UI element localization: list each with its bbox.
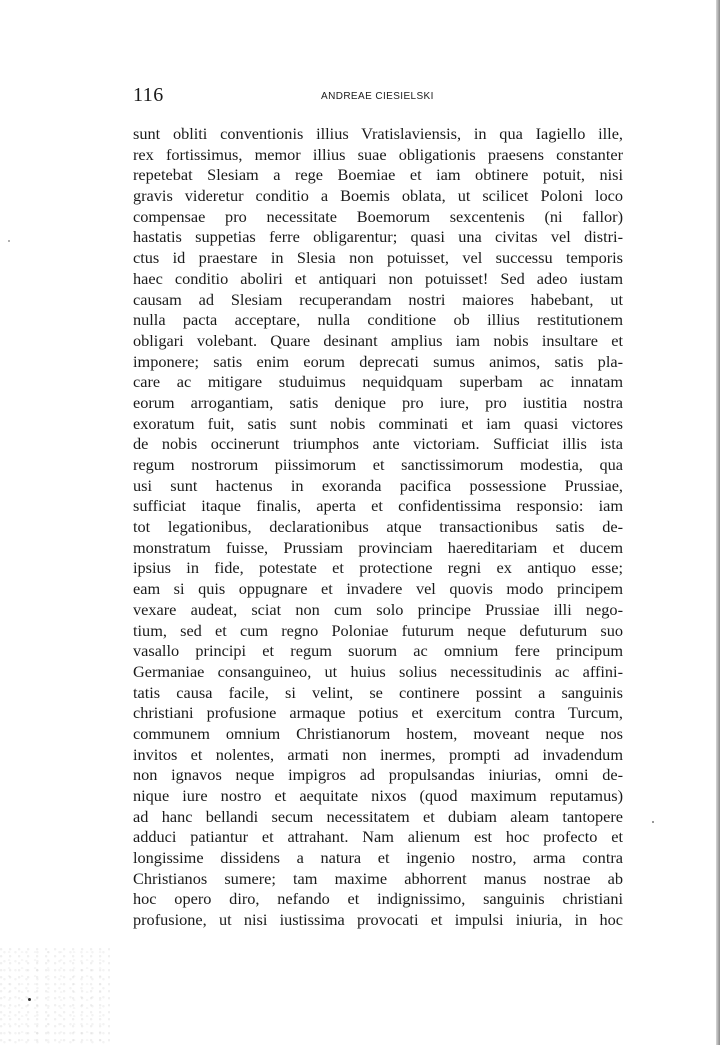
scan-noise bbox=[0, 945, 110, 1045]
text-line: Germaniae consanguineo, ut huius solius necessitudinis ac affini- bbox=[133, 661, 623, 681]
text-line: nique iure nostro et aequitate nixos (quod maximum reputamus) bbox=[133, 786, 623, 805]
text-line: sufficiat itaque finalis, aperta et confidentissima responsio: iam bbox=[133, 496, 623, 516]
text-line: de nobis occinerunt triumphos ante victoriam. Sufficiat illis ista bbox=[133, 434, 623, 454]
text-line: communem omnium Christianorum hostem, moveant neque nos bbox=[133, 723, 623, 743]
text-line: tatis causa facile, si velint, se continere possint a sanguinis bbox=[133, 682, 623, 702]
text-line: causam ad Slesiam recuperandam nostri maiores habebant, ut bbox=[133, 289, 623, 309]
text-line: ipsius in fide, potestate et protectione regni ex antiquo esse; bbox=[133, 558, 623, 578]
text-line: regum nostrorum piissimorum et sanctissimorum modestia, qua bbox=[133, 455, 623, 474]
text-line: exoratum fuit, satis sunt nobis comminati et iam quasi victores bbox=[133, 413, 623, 433]
text-line: longissime dissidens a natura et ingenio nostro, arma contra bbox=[133, 848, 623, 868]
text-line: nulla pacta acceptare, nulla conditione ob illius restitutionem bbox=[133, 310, 623, 330]
text-line: gravis videretur conditio a Boemis oblata, ut scilicet Poloni loco bbox=[133, 186, 623, 206]
text-line: haec conditio aboliri et antiquari non potuisset! Sed adeo iustam bbox=[133, 268, 623, 288]
text-line: sunt obliti conventionis illius Vratislaviensis, in qua Iagiello ille, bbox=[133, 124, 623, 143]
scan-speck bbox=[652, 821, 654, 823]
text-line: compensae pro necessitate Boemorum sexcentenis (ni fallor) bbox=[133, 206, 623, 226]
running-head: ANDREAE CIESIELSKI bbox=[321, 91, 434, 102]
text-line: hoc opero diro, nefando et indignissimo, sanguinis christiani bbox=[133, 889, 623, 909]
text-line: ctus id praestare in Slesia non potuisset, vel successu temporis bbox=[133, 248, 623, 268]
text-line: imponere; satis enim eorum deprecati sumus animos, satis pla- bbox=[133, 351, 623, 371]
text-line: profusione, ut nisi iustissima provocati et impulsi iniuria, in hoc bbox=[133, 910, 623, 930]
page-edge-shadow bbox=[716, 0, 720, 1045]
text-line: hastatis suppetias ferre obligarentur; quasi una civitas vel distri- bbox=[133, 227, 623, 247]
text-line: christiani profusione armaque potius et exercitum contra Turcum, bbox=[133, 703, 623, 723]
text-line: rex fortissimus, memor illius suae obligationis praesens constanter bbox=[133, 144, 623, 164]
text-line: adduci patiantur et attrahant. Nam alienum est hoc profecto et bbox=[133, 827, 623, 847]
text-line: monstratum fuisse, Prussiam provinciam haereditariam et ducem bbox=[133, 537, 623, 557]
text-line: usi sunt hactenus in exoranda pacifica possessione Prussiae, bbox=[133, 475, 623, 495]
text-line: vasallo principi et regum suorum ac omnium fere principum bbox=[133, 641, 623, 661]
body-text bbox=[133, 124, 623, 931]
text-line: non ignavos neque impigros ad propulsandas iniurias, omni de- bbox=[133, 765, 623, 785]
text-line: care ac mitigare studuimus nequidquam superbam ac innatam bbox=[133, 372, 623, 392]
text-line: repetebat Slesiam a rege Boemiae et iam obtinere potuit, nisi bbox=[133, 165, 623, 185]
text-line: eorum arrogantiam, satis denique pro iure, pro iustitia nostra bbox=[133, 392, 623, 412]
text-line: tium, sed et cum regno Poloniae futurum neque defuturum suo bbox=[133, 620, 623, 640]
scan-speck bbox=[28, 998, 31, 1001]
page-number: 116 bbox=[133, 84, 164, 106]
text-line: ad hanc bellandi secum necessitatem et dubiam aleam tantopere bbox=[133, 806, 623, 826]
text-line: invitos et nolentes, armati non inermes, prompti ad invadendum bbox=[133, 744, 623, 764]
text-line: obligari volebant. Quare desinant amplius iam nobis insultare et bbox=[133, 330, 623, 350]
text-line: eam si quis oppugnare et invadere vel quovis modo principem bbox=[133, 579, 623, 599]
text-line: Christianos sumere; tam maxime abhorrent manus nostrae ab bbox=[133, 868, 623, 888]
text-line: tot legationibus, declarationibus atque transactionibus satis de- bbox=[133, 517, 623, 537]
scan-speck bbox=[8, 240, 10, 242]
text-line: vexare audeat, sciat non cum solo principe Prussiae illi nego- bbox=[133, 599, 623, 619]
